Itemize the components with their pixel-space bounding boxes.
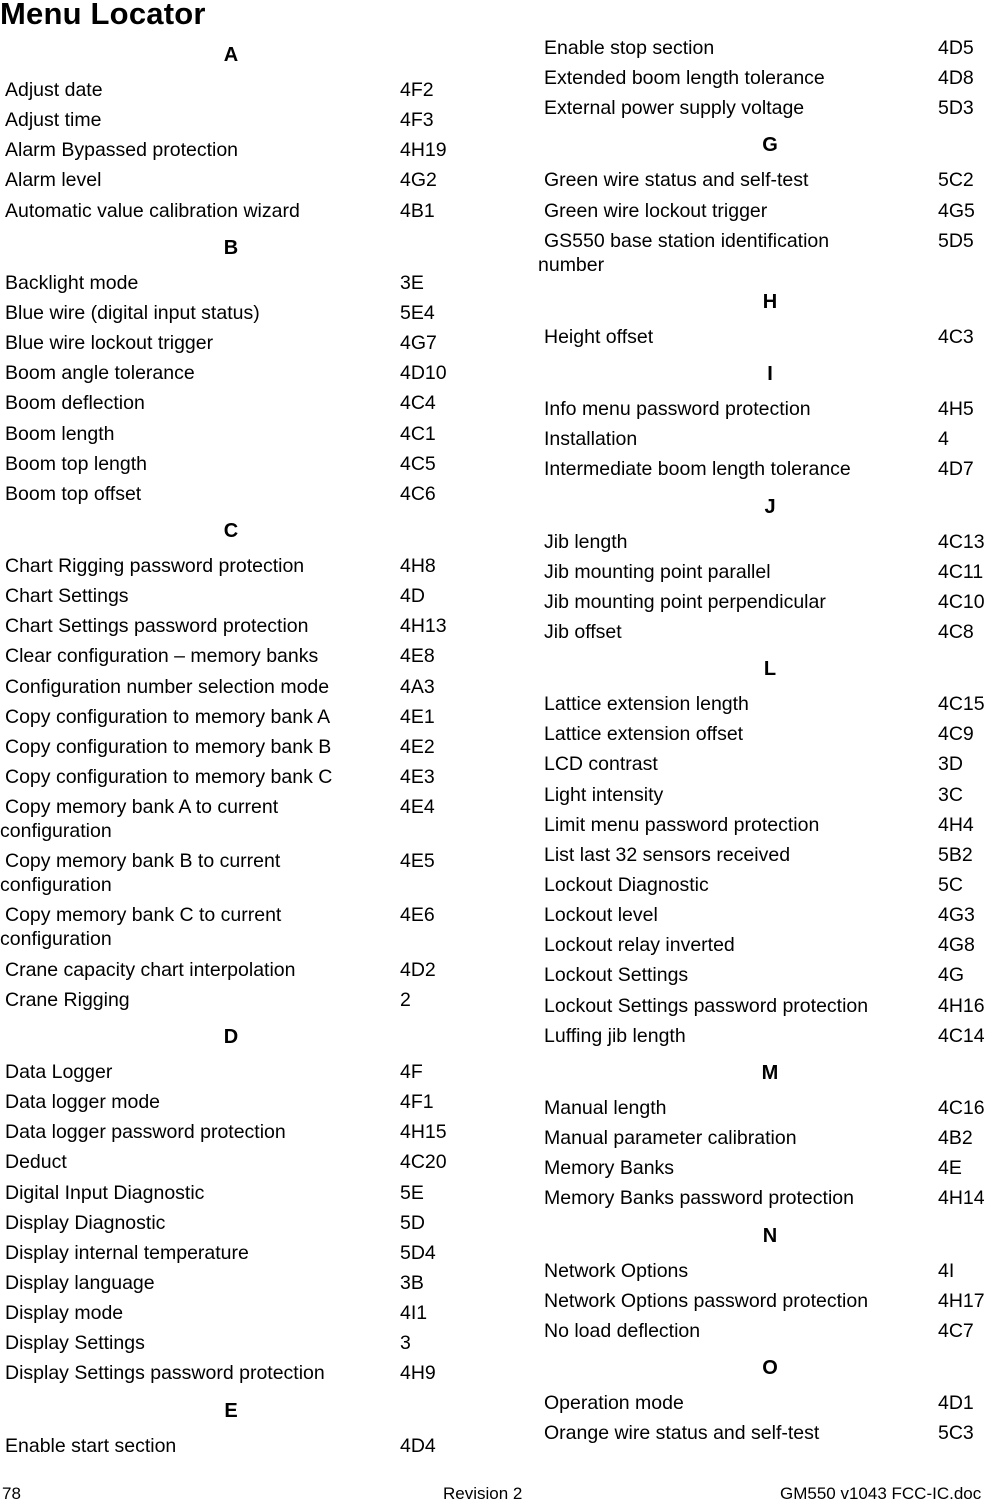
- entry-reference: 5C2: [938, 169, 974, 192]
- entry-name: Lockout Settings password protection: [544, 994, 869, 1017]
- section-letter-e: E: [224, 1399, 238, 1422]
- entry-name: Blue wire (digital input status): [5, 301, 260, 324]
- entry-name: Chart Rigging password protection: [5, 554, 305, 577]
- entry-reference: 4I: [938, 1259, 955, 1282]
- entry-reference: 4E8: [400, 645, 435, 668]
- entry-reference: 4C7: [938, 1319, 974, 1342]
- entry-name: Memory Banks: [544, 1157, 675, 1180]
- entry-reference: 4C13: [938, 530, 985, 553]
- entry-name: Installation: [544, 428, 638, 451]
- section-letter-h: H: [762, 290, 778, 313]
- entry-name: Jib mounting point perpendicular: [544, 590, 826, 613]
- entry-name: Data logger password protection: [5, 1121, 286, 1144]
- entry-name: Intermediate boom length tolerance: [544, 458, 851, 481]
- entry-reference: 4D8: [938, 67, 974, 90]
- entry-reference: 5D: [400, 1211, 425, 1234]
- entry-name: Chart Settings: [5, 585, 129, 608]
- entry-reference: 4D7: [938, 458, 974, 481]
- entry-reference: 5D4: [400, 1241, 436, 1264]
- entry-reference: 4C8: [938, 620, 974, 643]
- entry-name: Info menu password protection: [544, 398, 811, 421]
- entry-name: Green wire status and self-test: [544, 169, 809, 192]
- entry-reference: 4C3: [938, 325, 974, 348]
- entry-name: Copy memory bank B to current: [5, 850, 281, 873]
- section-letter-g: G: [762, 134, 778, 157]
- entry-reference: 5C3: [938, 1422, 974, 1445]
- entry-name: Data Logger: [5, 1060, 113, 1083]
- entry-name: Display internal temperature: [5, 1241, 249, 1264]
- entry-reference: 4D5: [938, 37, 974, 59]
- entry-reference: 4G5: [938, 199, 975, 222]
- entry-name: Backlight mode: [5, 271, 139, 294]
- entry-reference: 4G8: [938, 934, 975, 957]
- entry-reference: 4H4: [938, 813, 974, 836]
- entry-reference: 4C10: [938, 590, 985, 613]
- entry-reference: 4D: [400, 585, 425, 608]
- section-letter-b: B: [223, 236, 239, 259]
- entry-name: Boom length: [5, 422, 115, 445]
- entry-name-continuation: number: [538, 253, 605, 276]
- entry-reference: 4G3: [938, 904, 975, 927]
- entry-name: Height offset: [544, 325, 654, 348]
- entry-name: Chart Settings password protection: [5, 615, 309, 638]
- entry-reference: 4C4: [400, 392, 436, 415]
- entry-reference: 4D2: [400, 958, 436, 981]
- page-title: Menu Locator: [0, 0, 206, 31]
- entry-name: Jib mounting point parallel: [544, 560, 771, 583]
- entry-reference: 4C16: [938, 1096, 985, 1119]
- entry-name: Copy configuration to memory bank A: [5, 705, 331, 728]
- entry-name: Manual parameter calibration: [544, 1127, 797, 1150]
- entry-name-continuation: configuration: [0, 928, 112, 951]
- entry-name: Adjust time: [5, 109, 102, 132]
- entry-reference: 4C20: [400, 1151, 447, 1174]
- entry-reference: 5E4: [400, 301, 435, 324]
- entry-reference: 5D3: [938, 97, 974, 120]
- entry-name: Crane Rigging: [5, 988, 130, 1011]
- entry-reference: 4E2: [400, 735, 435, 758]
- entry-name: Adjust date: [5, 79, 103, 101]
- entry-reference: 4C9: [938, 723, 974, 746]
- entry-name: Limit menu password protection: [544, 813, 820, 836]
- entry-name: External power supply voltage: [544, 97, 805, 120]
- entry-reference: 4C11: [938, 560, 984, 583]
- entry-name: Boom top length: [5, 452, 148, 475]
- entry-reference: 4G2: [400, 169, 437, 192]
- entry-name: Network Options: [544, 1259, 689, 1282]
- entry-reference: 3B: [400, 1271, 424, 1294]
- entry-name: Clear configuration – memory banks: [5, 645, 319, 668]
- section-letter-n: N: [762, 1224, 778, 1247]
- section-letter-c: C: [223, 519, 239, 542]
- entry-name: No load deflection: [544, 1319, 701, 1342]
- section-letter-j: J: [764, 495, 776, 518]
- entry-reference: 4E: [938, 1157, 962, 1180]
- entry-reference: 4C6: [400, 482, 436, 505]
- entry-name: Lockout Settings: [544, 964, 689, 987]
- entry-reference: 4H13: [400, 615, 447, 638]
- entry-reference: 4A3: [400, 675, 435, 698]
- entry-name: Operation mode: [544, 1391, 684, 1414]
- entry-reference: 4H5: [938, 398, 974, 421]
- page-number: 78: [2, 1484, 21, 1503]
- entry-name: Lattice extension offset: [544, 723, 744, 746]
- revision-label: Revision 2: [443, 1484, 523, 1503]
- entry-name: Memory Banks password protection: [544, 1187, 854, 1210]
- entry-name: Crane capacity chart interpolation: [5, 958, 296, 981]
- entry-name: GS550 base station identification: [544, 229, 830, 252]
- section-letter-a: A: [223, 44, 239, 66]
- entry-name: Data logger mode: [5, 1091, 161, 1114]
- section-letter-m: M: [761, 1061, 779, 1084]
- entry-name: Blue wire lockout trigger: [5, 332, 214, 355]
- entry-name: Extended boom length tolerance: [544, 67, 825, 90]
- entry-reference: 4D4: [400, 1434, 436, 1457]
- entry-reference: 4I1: [400, 1302, 428, 1325]
- entry-name: Boom top offset: [5, 482, 142, 505]
- section-letter-l: L: [763, 658, 777, 681]
- entry-reference: 4C14: [938, 1024, 985, 1047]
- entry-name: Light intensity: [544, 783, 664, 806]
- entry-name: Lattice extension length: [544, 693, 749, 716]
- entry-reference: 4: [938, 428, 949, 451]
- entry-name-continuation: configuration: [0, 874, 112, 897]
- entry-name-continuation: configuration: [0, 820, 112, 843]
- entry-reference: 4H19: [400, 139, 447, 162]
- entry-name: Jib offset: [544, 620, 622, 643]
- entry-name: Network Options password protection: [544, 1289, 869, 1312]
- entry-reference: 5B2: [938, 843, 973, 866]
- entry-reference: 4E4: [400, 796, 435, 819]
- entry-reference: 3E: [400, 271, 424, 294]
- entry-name: Digital Input Diagnostic: [5, 1181, 205, 1204]
- entry-reference: 4F2: [400, 79, 434, 101]
- entry-name: LCD contrast: [544, 753, 658, 776]
- entry-reference: 4G7: [400, 332, 437, 355]
- section-letter-d: D: [223, 1025, 239, 1048]
- entry-name: Lockout level: [544, 904, 658, 927]
- entry-name: Copy memory bank A to current: [5, 796, 279, 819]
- entry-reference: 3C: [938, 783, 963, 806]
- entry-name: Alarm Bypassed protection: [5, 139, 239, 162]
- entry-reference: 3D: [938, 753, 963, 776]
- entry-reference: 4F1: [400, 1091, 434, 1114]
- entry-reference: 4B1: [400, 199, 435, 222]
- entry-name: Lockout relay inverted: [544, 934, 735, 957]
- entry-name: Configuration number selection mode: [5, 675, 330, 698]
- entry-reference: 4C15: [938, 693, 985, 716]
- entry-name: Boom deflection: [5, 392, 145, 415]
- entry-reference: 4H16: [938, 994, 985, 1017]
- entry-reference: 4C5: [400, 452, 436, 475]
- entry-name: List last 32 sensors received: [544, 843, 791, 866]
- entry-reference: 4H14: [938, 1187, 985, 1210]
- entry-name: Green wire lockout trigger: [544, 199, 768, 222]
- entry-name: Copy configuration to memory bank B: [5, 735, 332, 758]
- entry-reference: 4B2: [938, 1127, 973, 1150]
- entry-reference: 4H9: [400, 1362, 436, 1385]
- entry-name: Display language: [5, 1271, 155, 1294]
- entry-reference: 4E1: [400, 705, 435, 728]
- entry-name: Copy memory bank C to current: [5, 904, 282, 927]
- entry-reference: 2: [400, 988, 411, 1011]
- entry-reference: 4G: [938, 964, 965, 987]
- entry-reference: 4H15: [400, 1121, 447, 1144]
- entry-name: Display Settings: [5, 1332, 145, 1355]
- entry-name: Lockout Diagnostic: [544, 874, 709, 896]
- document-name: GM550 v1043 FCC-IC.doc: [780, 1484, 982, 1503]
- entry-reference: 4F3: [400, 109, 434, 132]
- entry-name: Display Diagnostic: [5, 1211, 166, 1234]
- entry-name: Alarm level: [5, 169, 102, 192]
- entry-reference: 4E3: [400, 766, 435, 788]
- entry-name: Automatic value calibration wizard: [5, 199, 300, 222]
- entry-reference: 4H8: [400, 554, 436, 577]
- entry-reference: 4D10: [400, 362, 447, 385]
- entry-reference: 4C1: [400, 422, 436, 445]
- entry-name: Deduct: [5, 1151, 67, 1174]
- entry-reference: 4F: [400, 1060, 423, 1083]
- entry-name: Jib length: [544, 530, 628, 553]
- entry-reference: 5D5: [938, 229, 974, 252]
- entry-reference: 3: [400, 1332, 411, 1355]
- entry-name: Enable stop section: [544, 37, 715, 59]
- entry-reference: 4D1: [938, 1391, 974, 1414]
- section-letter-i: I: [767, 363, 773, 386]
- entry-name: Copy configuration to memory bank C: [5, 766, 333, 788]
- entry-name: Luffing jib length: [544, 1024, 686, 1047]
- entry-name: Enable start section: [5, 1434, 177, 1457]
- entry-reference: 4E5: [400, 850, 435, 873]
- entry-reference: 4H17: [938, 1289, 985, 1312]
- entry-name: Display Settings password protection: [5, 1362, 325, 1385]
- entry-reference: 5E: [400, 1181, 424, 1204]
- entry-name: Display mode: [5, 1302, 124, 1325]
- entry-reference: 5C: [938, 874, 963, 896]
- entry-reference: 4E6: [400, 904, 435, 927]
- entry-name: Boom angle tolerance: [5, 362, 195, 385]
- entry-name: Orange wire status and self-test: [544, 1422, 820, 1445]
- section-letter-o: O: [762, 1356, 778, 1379]
- entry-name: Manual length: [544, 1096, 667, 1119]
